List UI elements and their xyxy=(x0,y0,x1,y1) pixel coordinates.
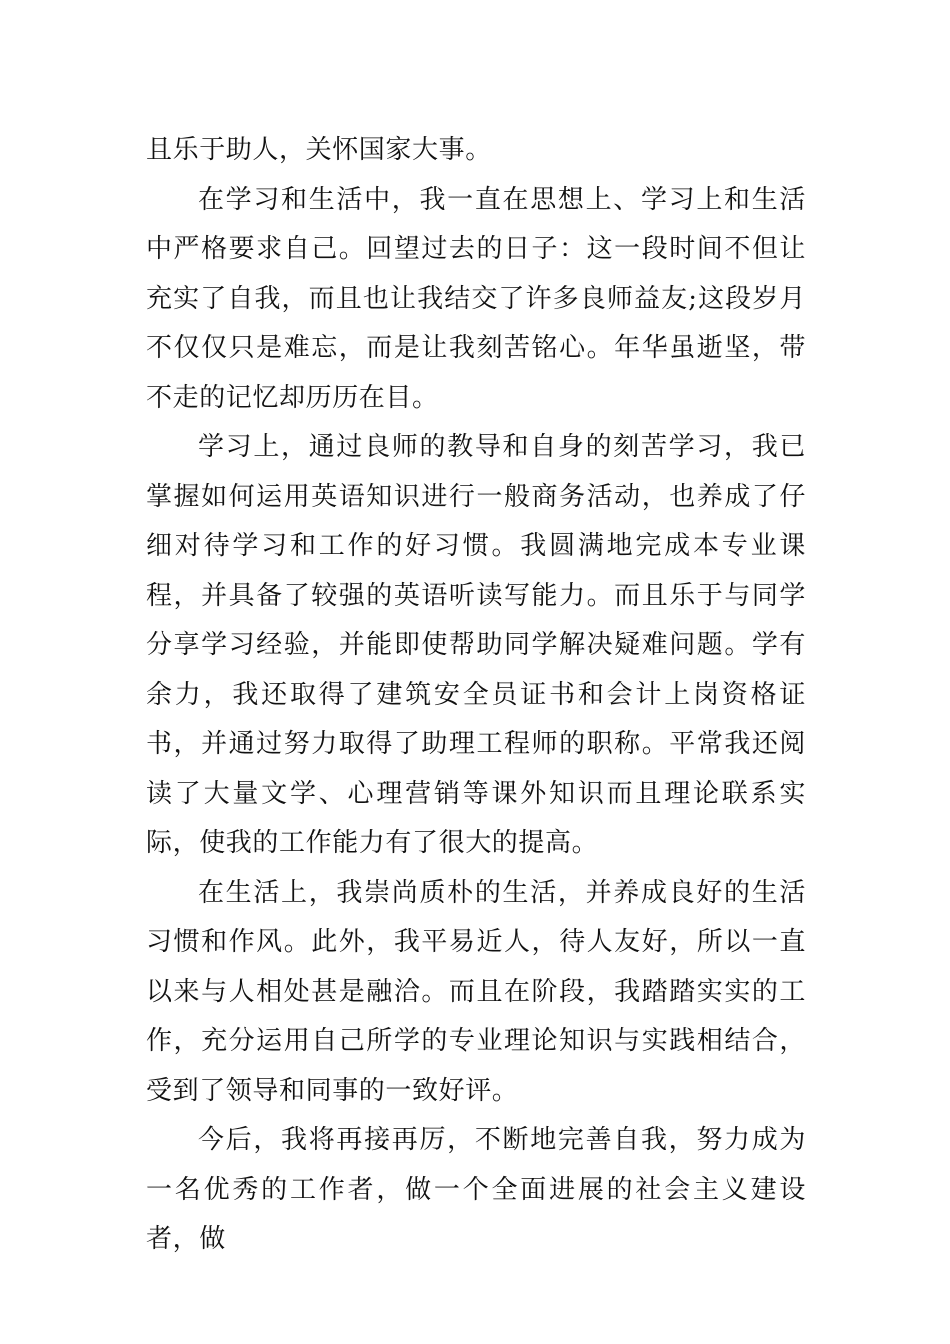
paragraph-academics: 学习上，通过良师的教导和自身的刻苦学习，我已掌握如何运用英语知识进行一般商务活动，也养成了仔细对待学习和工作的好习惯。我圆满地完成本专业课程，并具备了较强的英语听读写能力。而且乐于与同学分享学习经验，并能即使帮助同学解决疑难问题。学有余力，我还取得了建筑安全员证书和会计上岗资格证书，并通过努力取得了助理工程师的职称。平常我还阅读了大量文学、心理营销等课外知识而且理论联系实际，使我的工作能力有了很大的提高。 xyxy=(146,432,806,858)
paragraph-personal-life: 在生活上，我崇尚质朴的生活，并养成良好的生活习惯和作风。此外，我平易近人，待人友好，所以一直以来与人相处甚是融洽。而且在阶段，我踏踏实实的工作，充分运用自己所学的专业理论知识与实践相结合，受到了领导和同事的一致好评。 xyxy=(146,877,806,1106)
document-body xyxy=(146,126,806,1265)
paragraph-study-and-life: 在学习和生活中，我一直在思想上、学习上和生活中严格要求自己。回望过去的日子：这一段时间不但让充实了自我，而且也让我结交了许多良师益友;这段岁月不仅仅只是难忘，而是让我刻苦铭心。年华虽逝坚，带不走的记忆却历历在目。 xyxy=(146,184,806,413)
paragraph-continuation: 且乐于助人，关怀国家大事。 xyxy=(146,135,492,165)
paragraph-future-plans: 今后，我将再接再厉，不断地完善自我，努力成为一名优秀的工作者，做一个全面进展的社会主义建设者，做 xyxy=(146,1125,806,1254)
